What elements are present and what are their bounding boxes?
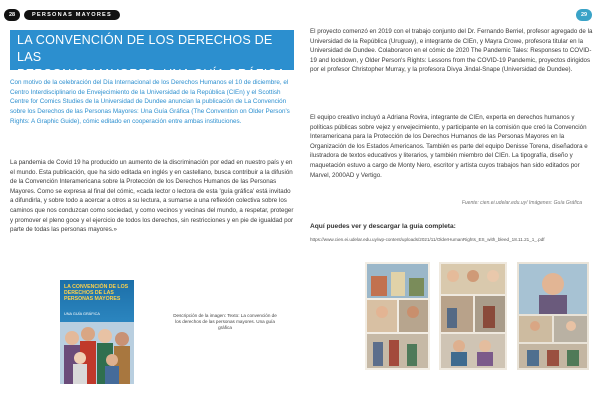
title-line: PERSONAS MAYORES: UNA GUÍA GRÁFICA [17,67,286,81]
body-paragraph: La pandemia de Covid 19 ha producido un aumento de la discriminación por edad en nuestro país y en el mundo. Esta publicación, que ha sido editada en inglés y en castellano, busca contribuir a la difusión de la Convención Interamericana sobre la Protección de los Derechos Humanos de las Personas Mayores. Como se expresa al final del cómic, «cada lector o lectora de esta 'guía gráfica' está invitado a difundirla, y sobre todo a acercar a otros a su lectura, a sumarse a una reflexión colectiva sobre los caminos que nos conduzcan como sociedad, y como vecinos y vecinas del mundo, a respetar, proteger y promover el pleno goce y el ejercicio de todos los derechos, sin restricciones y en pie de igualdad por parte de todas las personas mayores.» [10,159,294,234]
cover-illustration [60,322,134,384]
page-number: 29 [576,9,592,21]
image-caption: Descripción de la imagen: Texto: La convención de los derechos de las personas mayores. Una guía gráfica [173,313,277,331]
section-tag: PERSONAS MAYORES [24,10,120,20]
article-title [10,30,294,81]
comic-cover-image [60,280,134,384]
right-page [300,0,600,407]
cover-subtitle: UNA GUÍA GRÁFICA [64,312,100,316]
guide-download-link[interactable]: https://www.cien.ei.udelar.edu.uy/wp-content/uploads/2021/11/OlderHumanRights_ES_with_bleed_18.11.21_1_.pdf [310,237,545,242]
body-paragraph: El equipo creativo incluyó a Adriana Rovira, integrante de CIEn, experta en derechos humanos y políticas públicas sobre vejez y envejecimiento, y participante en la comisión que creó la Convención Interamericana para la Protección de los Derechos Humanos de las Personas Mayores en la Organización de los Estados Americanos. También es parte del equipo Denisse Torena, diseñadora e ilustradora de textos educativos y literarios, y también miembro del CIEn. La tipografía, diseño y maquetación estuvo a cargo de Monty Nero, escritor y artista cuyos trabajos han sido editados por Marvel, 2000AD y Vertigo. [310,114,588,179]
title-line: LA CONVENCIÓN DE LOS DERECHOS DE LAS [17,33,273,64]
download-heading: Aquí puedes ver y descargar la guía completa: [310,223,456,230]
cover-title: LA CONVENCIÓN DE LOS DERECHOS DE LAS PERSONAS MAYORES [64,284,129,302]
page-number: 28 [4,9,20,21]
body-paragraph: El proyecto comenzó en 2019 con el trabajo conjunto del Dr. Fernando Berriel, profesor agregado de la Universidad de la República (Uruguay), e integrante de CIEn, y Mayra Crowe, profesora titular en la Universidad de Dundee. Colaboraron en el cómic de 2020 The Pandemic Tales: Responses to COVID-19 and lockdown, y Older Person's Rights: Lessons from the COVID-19 Pandemic, proyectos dirigidos por el profesor Christopher Murray, y la profesora Divya Jindal-Snape (Universidad de Dundee). [310,28,593,74]
comic-page-image [439,262,507,370]
comic-page-image [517,262,589,370]
image-credit: Fuente: cien.ei.udelar.edu.uy/ Imágenes: Guía Gráfica [461,200,582,206]
comic-page-image [365,262,430,370]
intro-paragraph: Con motivo de la celebración del Día Internacional de los Derechos Humanos el 10 de diciembre, el Centro Interdisciplinario de Envejecimiento de la Universidad de la República (CIEn) y el Scottish Centre for Comics Studies de la Universidad de Dundee anuncian la publicación de La Convención sobre los Derechos de las Personas Mayores: Una Guía Gráfica (The Convention on Older Person's Rights: A Graphic Guide), cómic editado en cooperación entre ambas instituciones. [10,79,290,125]
